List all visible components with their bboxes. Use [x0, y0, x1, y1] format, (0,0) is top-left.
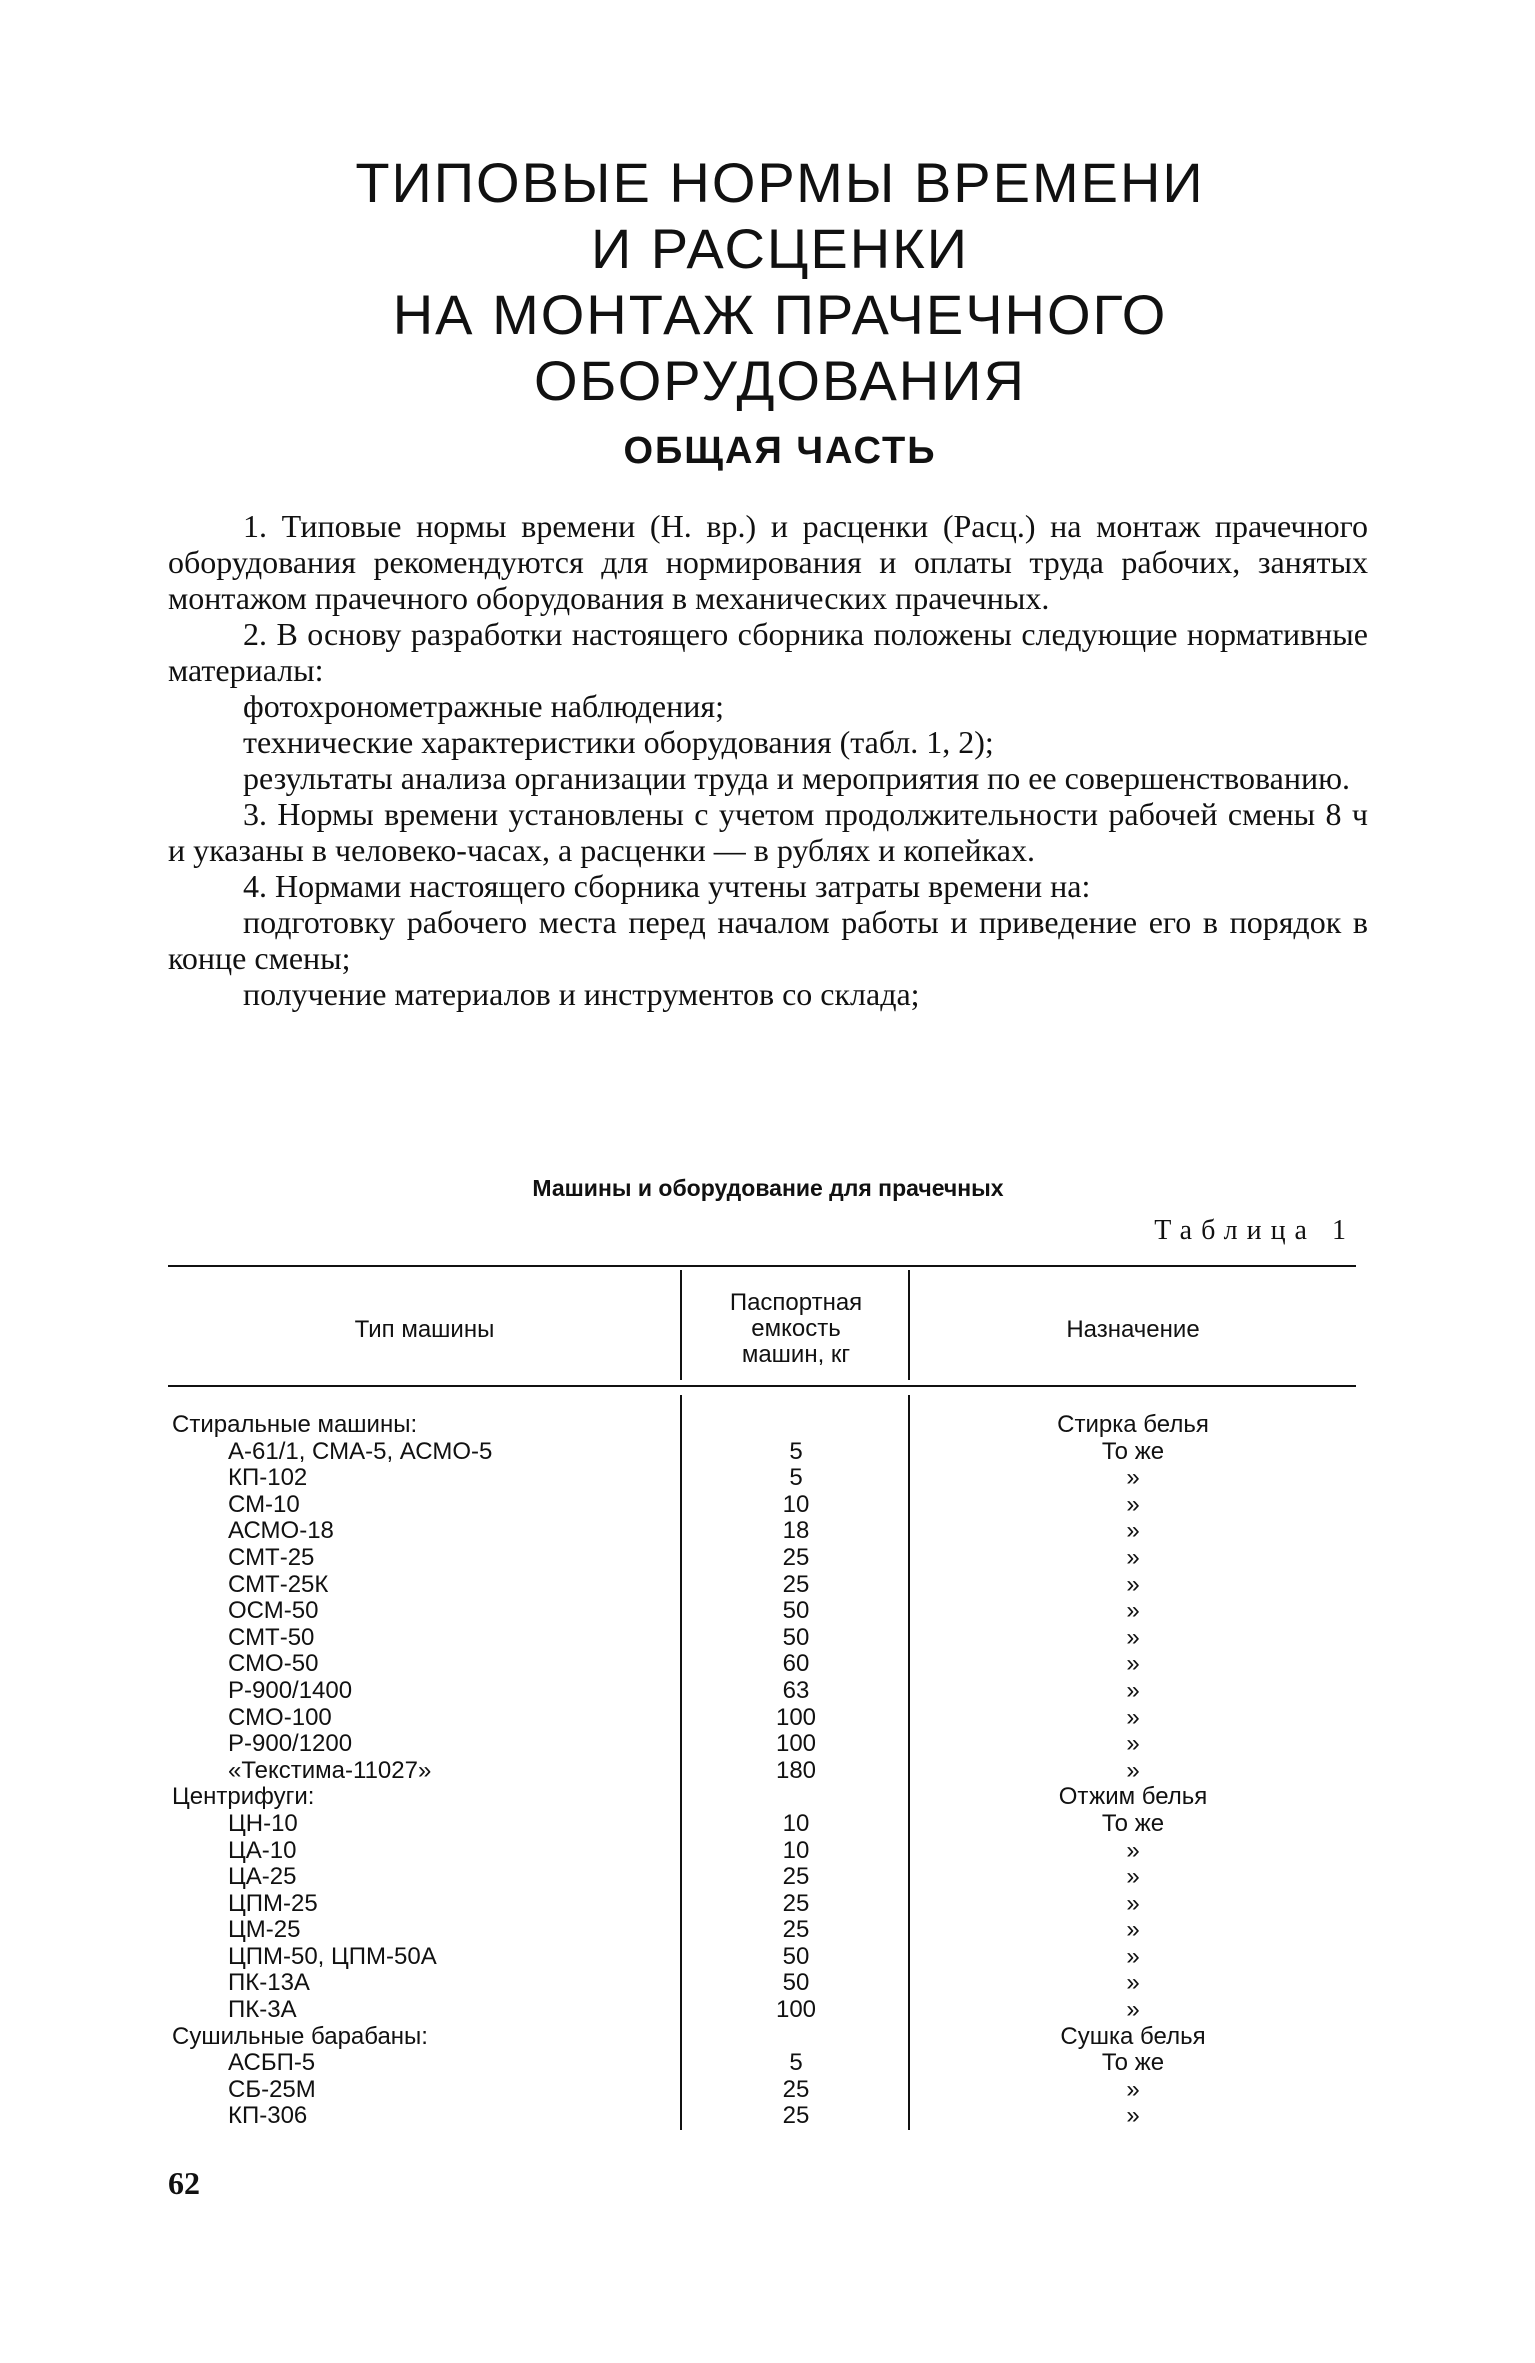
machine-name: А-61/1, СМА-5, АСМО-5: [228, 1437, 493, 1465]
purpose-cell: »: [1126, 1756, 1140, 1784]
capacity-cell: [685, 2024, 907, 2051]
capacity-cell: 5: [789, 1464, 803, 1492]
capacity-cell: 5: [789, 2049, 803, 2077]
table-column-divider: [680, 1270, 682, 1380]
purpose-cell: То же: [1101, 2049, 1165, 2077]
purpose-cell: »: [1126, 1703, 1140, 1731]
purpose-cell: То же: [1101, 1809, 1165, 1837]
purpose-cell: »: [1126, 1650, 1140, 1678]
machine-name: ЦПМ-25: [228, 1889, 318, 1917]
capacity-cell: 10: [782, 1809, 810, 1837]
capacity-cell: 25: [782, 2075, 810, 2103]
purpose-cell: »: [1126, 1863, 1140, 1891]
group-header: Стиральные машины:: [172, 1411, 418, 1438]
header-capacity: [685, 1290, 907, 1368]
header-capacity-line: машин, кг: [741, 1341, 851, 1368]
paragraph: 3. Нормы времени установлены с учетом продолжительности рабочей смены 8 ч и указаны в человеко-часах, а расценки — в рублях и копейках.: [168, 796, 1368, 868]
purpose-cell: »: [1126, 1969, 1140, 1997]
purpose-cell: Сушка белья: [1060, 2022, 1206, 2050]
paragraph: получение материалов и инструментов со склада;: [243, 976, 920, 1012]
capacity-cell: 25: [782, 1543, 810, 1571]
machine-name: КП-306: [228, 2102, 308, 2130]
body-text: [168, 508, 1368, 1012]
section-subtitle: ОБЩАЯ ЧАСТЬ: [623, 430, 937, 472]
capacity-cell: 63: [782, 1676, 810, 1704]
table-header-rule: [168, 1385, 1356, 1387]
group-header: Сушильные барабаны:: [172, 2022, 428, 2050]
machine-name: «Текстима-11027»: [228, 1756, 432, 1784]
purpose-cell: »: [1126, 1623, 1140, 1651]
capacity-cell: 25: [782, 1916, 810, 1944]
machine-name: ЦА-25: [228, 1863, 297, 1891]
purpose-cell: »: [1126, 1889, 1140, 1917]
capacity-cell: [685, 1412, 907, 1439]
machine-name: КП-102: [228, 1464, 308, 1492]
paragraph: результаты анализа организации труда и мероприятия по ее совершенствованию.: [243, 760, 1351, 796]
capacity-column: [685, 1412, 907, 2130]
purpose-cell: »: [1126, 2075, 1140, 2103]
machine-name: СМ-10: [228, 1490, 300, 1518]
machine-name: Р-900/1400: [228, 1676, 353, 1704]
table-column-divider: [680, 1395, 682, 2130]
paragraph: 2. В основу разработки настоящего сборника положены следующие нормативные материалы:: [168, 616, 1368, 688]
capacity-cell: 180: [775, 1756, 817, 1784]
purpose-cell: Стирка белья: [1057, 1411, 1209, 1438]
paragraph: 1. Типовые нормы времени (Н. вр.) и расценки (Расц.) на монтаж прачечного оборудования рекомендуются для нормирования и оплаты труда рабочих, занятых монтажом прачечного оборудования в механических прачечных.: [168, 508, 1368, 616]
paragraph: фотохронометражные наблюдения;: [243, 688, 724, 724]
purpose-cell: »: [1126, 1517, 1140, 1545]
capacity-cell: 60: [782, 1650, 810, 1678]
purpose-cell: »: [1126, 1916, 1140, 1944]
machine-name: ЦА-10: [228, 1836, 297, 1864]
purpose-cell: »: [1126, 1996, 1140, 2024]
capacity-cell: 5: [789, 1437, 803, 1465]
capacity-cell: 100: [775, 1730, 817, 1758]
title-line: ТИПОВЫЕ НОРМЫ ВРЕМЕНИ: [355, 151, 1205, 214]
machine-name: СМТ-50: [228, 1623, 315, 1651]
paragraph: подготовку рабочего места перед началом работы и приведение его в порядок в конце смены;: [168, 904, 1368, 976]
capacity-cell: 50: [782, 1597, 810, 1625]
purpose-cell: »: [1126, 1676, 1140, 1704]
machine-name: ПК-3А: [228, 1996, 297, 2024]
purpose-cell: »: [1126, 1730, 1140, 1758]
machine-name: ЦН-10: [228, 1809, 298, 1837]
purpose-cell: »: [1126, 1942, 1140, 1970]
capacity-cell: 50: [782, 1942, 810, 1970]
capacity-cell: 50: [782, 1623, 810, 1651]
header-capacity-line: Паспортная: [729, 1289, 863, 1316]
machine-name: СБ-25М: [228, 2075, 316, 2103]
purpose-cell: »: [1126, 1543, 1140, 1571]
capacity-cell: 25: [782, 1889, 810, 1917]
table-caption: Машины и оборудование для прачечных: [532, 1175, 1004, 1201]
machine-name: Р-900/1200: [228, 1730, 353, 1758]
machine-name: ОСМ-50: [228, 1597, 319, 1625]
header-type: Тип машины: [354, 1316, 495, 1343]
machine-name: СМО-100: [228, 1703, 332, 1731]
header-purpose: Назначение: [1066, 1316, 1200, 1343]
machine-name: ЦПМ-50, ЦПМ-50А: [228, 1942, 437, 1970]
document-title: [230, 150, 1330, 414]
purpose-cell: То же: [1101, 1437, 1165, 1465]
title-line: ОБОРУДОВАНИЯ: [534, 349, 1026, 412]
purpose-column: [910, 1412, 1356, 2130]
type-column: [172, 1412, 672, 2130]
paragraph: технические характеристики оборудования (табл. 1, 2);: [243, 724, 994, 760]
title-line: И РАСЦЕНКИ: [590, 217, 970, 280]
machine-name: СМО-50: [228, 1650, 319, 1678]
capacity-cell: 10: [782, 1836, 810, 1864]
paragraph: 4. Нормами настоящего сборника учтены затраты времени на:: [243, 868, 1091, 904]
machine-name: ПК-13А: [228, 1969, 310, 1997]
capacity-cell: 25: [782, 1863, 810, 1891]
purpose-cell: »: [1126, 1836, 1140, 1864]
purpose-cell: »: [1126, 1490, 1140, 1518]
capacity-cell: 10: [782, 1490, 810, 1518]
table-label: Таблица 1: [1154, 1215, 1355, 1246]
header-capacity-line: емкость: [751, 1315, 841, 1342]
purpose-cell: »: [1126, 1597, 1140, 1625]
capacity-cell: 25: [782, 2102, 810, 2130]
page-number: 62: [168, 2165, 200, 2201]
purpose-cell: »: [1126, 1464, 1140, 1492]
capacity-cell: 100: [775, 1703, 817, 1731]
machine-name: СМТ-25К: [228, 1570, 329, 1598]
capacity-cell: 50: [782, 1969, 810, 1997]
group-header: Центрифуги:: [172, 1783, 315, 1811]
purpose-cell: »: [1126, 2102, 1140, 2130]
capacity-cell: 100: [775, 1996, 817, 2024]
machine-name: ЦМ-25: [228, 1916, 301, 1944]
machine-name: АСМО-18: [228, 1517, 334, 1545]
table-top-rule: [168, 1265, 1356, 1267]
purpose-cell: Отжим белья: [1058, 1783, 1208, 1811]
capacity-cell: [685, 1784, 907, 1811]
capacity-cell: 18: [782, 1517, 810, 1545]
machine-name: СМТ-25: [228, 1543, 315, 1571]
machine-name: АСБП-5: [228, 2049, 316, 2077]
title-line: НА МОНТАЖ ПРАЧЕЧНОГО: [392, 283, 1168, 346]
capacity-cell: 25: [782, 1570, 810, 1598]
purpose-cell: »: [1126, 1570, 1140, 1598]
